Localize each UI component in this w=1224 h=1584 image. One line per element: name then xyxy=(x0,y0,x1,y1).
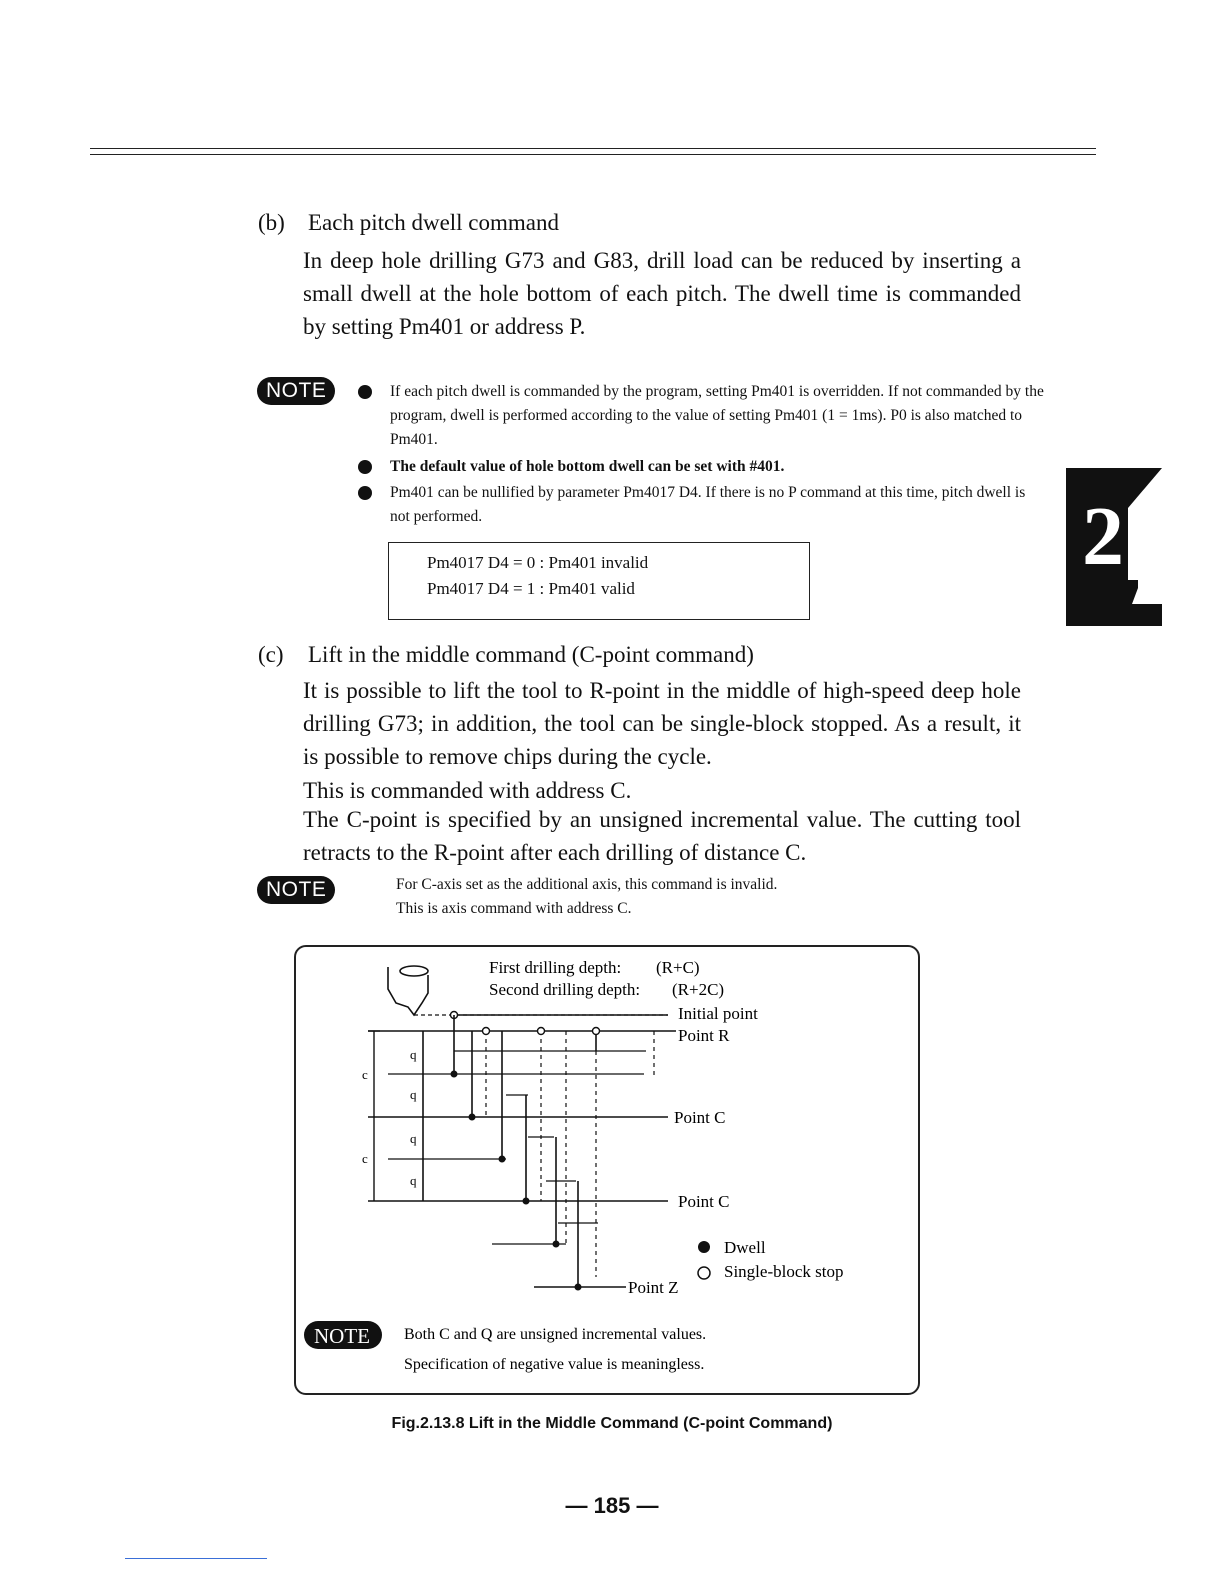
legend-dwell-label: Dwell xyxy=(724,1238,766,1257)
page-number: — 185 — xyxy=(565,1493,659,1518)
section-b-label: (b) xyxy=(258,210,285,235)
point-c2-label: Point C xyxy=(678,1192,730,1211)
header-rule-top xyxy=(90,148,1096,149)
section-b-title: Each pitch dwell command xyxy=(308,210,560,235)
note2-line-1: For C-axis set as the additional axis, this command is invalid. xyxy=(396,876,778,893)
note2-line-2: This is axis command with address C. xyxy=(396,900,632,917)
q-label-1: q xyxy=(410,1047,417,1062)
note-badge: NOTE xyxy=(257,377,335,405)
legend-stop-icon xyxy=(698,1267,710,1279)
note-badge-2: NOTE xyxy=(257,876,335,904)
note-bullet-1 xyxy=(358,385,372,399)
c-label-1: c xyxy=(362,1067,368,1082)
setting-line-1: Pm4017 D4 = 0 : Pm401 invalid xyxy=(427,553,649,572)
section-c-body-2: This is commanded with address C. xyxy=(303,778,632,803)
drill-tool-icon xyxy=(388,966,428,1015)
chapter-tab-number: 2 xyxy=(1082,490,1124,583)
q-label-2: q xyxy=(410,1087,417,1102)
second-depth-label: Second drilling depth: xyxy=(489,980,641,999)
section-c-body-1: It is possible to lift the tool to R-point in the middle of high-speed deep hole drilling G73; in addition, the tool can be single-block stopped. As a result, it is possible to remove chips during the cycle. xyxy=(303,678,1021,769)
note1-item-2: The default value of hole bottom dwell can be set with #401. xyxy=(390,458,785,475)
figure-note-badge: NOTE xyxy=(314,1324,370,1348)
drilling-cycle-diagram xyxy=(296,947,918,1393)
figure-caption: Fig.2.13.8 Lift in the Middle Command (C-point Command) xyxy=(391,1415,833,1432)
figure-box xyxy=(294,945,920,1395)
parameter-setting-box xyxy=(388,542,810,620)
initial-point-label: Initial point xyxy=(678,1004,758,1023)
retract-path xyxy=(486,1031,654,1277)
c-dimension-brackets xyxy=(368,1031,380,1201)
c-label-2: c xyxy=(362,1151,368,1166)
section-b-heading xyxy=(258,208,559,238)
q-level-lines xyxy=(388,1051,646,1244)
chapter-tab-icon xyxy=(1066,468,1162,626)
section-c-title: Lift in the middle command (C-point command) xyxy=(308,642,754,667)
note1-item-1: If each pitch dwell is commanded by the program, setting Pm401 is overridden. If not commanded by the program, dwell is performed according to the value of setting Pm401 (1 = 1ms). P0 is also matched to Pm401. xyxy=(390,383,1044,448)
point-c1-label: Point C xyxy=(674,1108,726,1127)
section-c-label: (c) xyxy=(258,642,284,667)
note-bullet-3 xyxy=(358,486,372,500)
section-c-heading xyxy=(258,640,754,670)
q-label-3: q xyxy=(410,1131,417,1146)
note1-item-3: Pm401 can be nullified by parameter Pm4017 D4. If there is no P command at this time, pitch dwell is not performed. xyxy=(390,484,1026,525)
first-depth-value: (R+C) xyxy=(656,958,700,977)
drilling-path xyxy=(423,1015,596,1287)
legend-dwell-icon xyxy=(698,1241,710,1253)
section-c-body-3: The C-point is specified by an unsigned incremental value. The cutting tool retracts to the R-point after each drilling of distance C. xyxy=(303,807,1021,865)
section-b-body: In deep hole drilling G73 and G83, drill load can be reduced by inserting a small dwell at the hole bottom of each pitch. The dwell time is commanded by setting Pm401 or address P. xyxy=(303,248,1021,339)
footer-blue-line xyxy=(125,1558,267,1559)
figure-note-line-2: Specification of negative value is meaningless. xyxy=(404,1356,705,1373)
figure-note-line-1: Both C and Q are unsigned incremental values. xyxy=(404,1326,707,1343)
point-r-label: Point R xyxy=(678,1026,730,1045)
note-bullet-2 xyxy=(358,460,372,474)
header-rule-bottom xyxy=(90,154,1096,155)
setting-line-2: Pm4017 D4 = 1 : Pm401 valid xyxy=(427,579,635,598)
legend-stop-label: Single-block stop xyxy=(724,1262,844,1281)
q-label-4: q xyxy=(410,1173,417,1188)
first-depth-label: First drilling depth: xyxy=(489,958,622,977)
point-z-label: Point Z xyxy=(628,1278,679,1297)
second-depth-value: (R+2C) xyxy=(672,980,725,999)
